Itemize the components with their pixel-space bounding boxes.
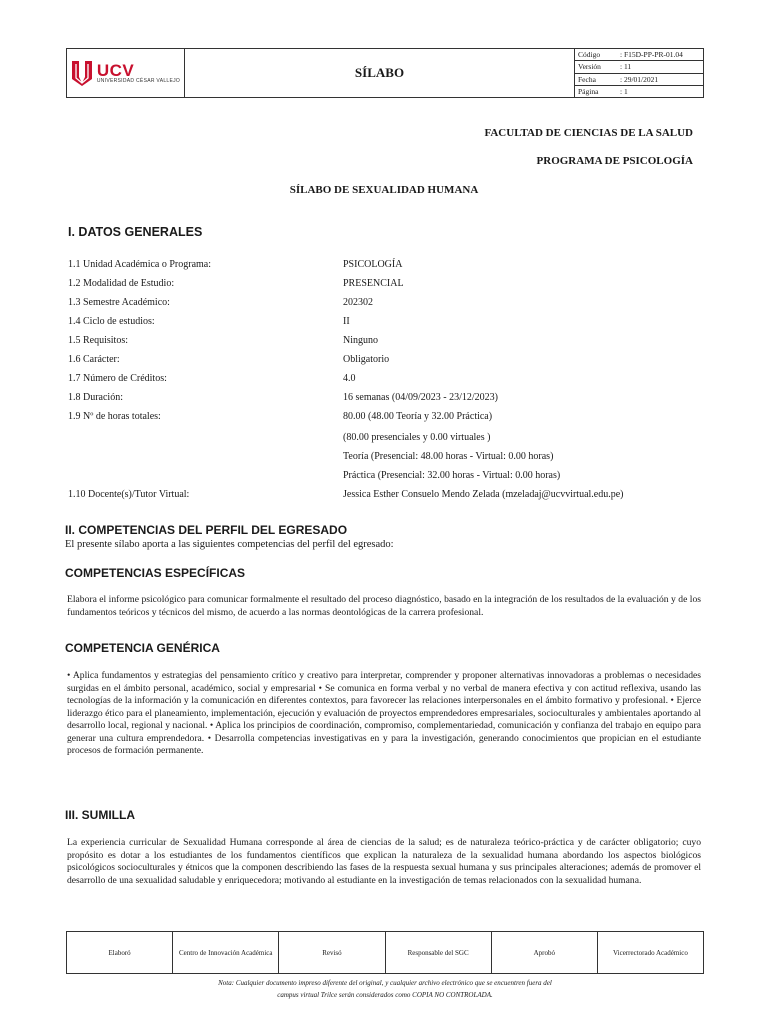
section1-heading: I. DATOS GENERALES [68, 225, 203, 239]
faculty-name: FACULTAD DE CIENCIAS DE LA SALUD [484, 127, 693, 139]
approval-cell: Vicerrectorado Académico [613, 948, 688, 957]
general-row: 1.5 Requisitos: Ninguno [68, 335, 378, 346]
ucv-shield-icon [71, 59, 93, 87]
general-row: (80.00 presenciales y 0.00 virtuales ) [343, 432, 491, 443]
logo-subtitle: UNIVERSIDAD CÉSAR VALLEJO [96, 78, 181, 84]
general-row: 1.2 Modalidad de Estudio: PRESENCIAL [68, 278, 404, 289]
section2-intro: El presente sílabo aporta a las siguientes competencias del perfil del egresado: [65, 539, 394, 550]
general-row: 1.6 Carácter: Obligatorio [68, 354, 390, 365]
general-row: Práctica (Presencial: 32.00 horas - Virtual: 0.00 horas) [343, 470, 561, 481]
general-row: 1.9 Nº de horas totales: 80.00 (48.00 Teoría y 32.00 Práctica) [68, 411, 493, 422]
program-name: PROGRAMA DE PSICOLOGÍA [536, 155, 693, 167]
footer-note-line2: campus virtual Trilce serán considerados como COPIA NO CONTROLADA. [277, 991, 493, 999]
approval-table [66, 931, 704, 974]
general-row: 1.3 Semestre Académico: 202302 [68, 297, 373, 308]
section2-heading: II. COMPETENCIAS DEL PERFIL DEL EGRESADO [65, 523, 348, 537]
approval-cell: Aprobó [492, 932, 598, 973]
syllabus-title: SÍLABO DE SEXUALIDAD HUMANA [289, 184, 479, 196]
approval-cell: Elaboró [67, 932, 173, 973]
footer-note [150, 977, 620, 1001]
approval-cell: Responsable del SGC [386, 932, 492, 973]
generic-competency-heading: COMPETENCIA GENÉRICA [65, 641, 220, 655]
general-row: 1.8 Duración: 16 semanas (04/09/2023 - 23/12/2023) [68, 392, 498, 403]
document-meta [575, 49, 703, 97]
meta-row: Página : 1 [578, 86, 628, 96]
general-row: 1.4 Ciclo de estudios: II [68, 316, 350, 327]
approval-cell: Revisó [279, 932, 385, 973]
sumilla-text: La experiencia curricular de Sexualidad Humana corresponde al área de ciencias de la salud; es de naturaleza teórico-práctica y de carácter obligatorio; cuyo propósito es dotar a los estudiantes de los fundamentos científicos que explican la naturaleza de la sexualidad humana abordando los aspectos biológicos psicológicos socioculturales y étnicos que la componen describiendo las fases de la respuesta sexual humana y sus principales alteraciones; además de promover el desarrollo de una sexualidad saludable y enriquecedora; motivando al estudiante en la investigación de temas relacionados con la sexualidad humana. [67, 837, 701, 886]
footer-note-line1: Nota: Cualquier documento impreso diferente del original, y cualquier archivo electrónico que se encuentren fuera del [218, 979, 552, 987]
meta-row: Código : F15D-PP-PR-01.04 [575, 49, 703, 61]
general-row: 1.10 Docente(s)/Tutor Virtual: Jessica Esther Consuelo Mendo Zelada (mzeladaj@ucvvirtual.edu.pe) [68, 489, 624, 500]
specific-competencies-heading: COMPETENCIAS ESPECÍFICAS [65, 566, 246, 580]
section3-heading: III. SUMILLA [65, 808, 135, 822]
meta-row: Versión : 11 [575, 61, 703, 73]
general-row: 1.7 Número de Créditos: 4.0 [68, 373, 356, 384]
general-row: 1.1 Unidad Académica o Programa: PSICOLOGÍA [68, 259, 403, 270]
ucv-logo [71, 59, 180, 87]
generic-competency-text: • Aplica fundamentos y estrategias del pensamiento crítico y creativo para interpretar, comprender y proponer alternativas innovadoras a problemas o necesidades surgidas en el ámbito personal, académico, social y empresarial • Se comunica en forma verbal y no verbal de manera efectiva y con actitud reflexiva, usando las tecnologías de la información y la comunicación en diferentes contextos, para favorecer las relaciones interpersonales en el ámbito formativo y profesional. • Ejerce liderazgo ético para el planeamiento, implementación, ejecución y evaluación de proyectos emprendedores empresariales, socioculturales y ambientales aportando al desarrollo local, regional y nacional. • Aplica los principios de coordinación, compromiso, complementariedad, comunicación y confianza del trabajo en equipo para generar una cultura emprendedora. • Desarrolla competencias investigativas en y para la investigación, generando conocimientos que propician en el estudiante procesos de formación permanente. [67, 670, 701, 756]
document-title: SÍLABO [185, 49, 575, 97]
approval-cell: Centro de Innovación Académica [173, 932, 279, 973]
meta-row: Fecha : 29/01/2021 [575, 74, 703, 86]
logo-cell [67, 49, 185, 97]
specific-competencies-text: Elabora el informe psicológico para comunicar formalmente el resultado del proceso diagnóstico, basado en la integración de los resultados de la evaluación y de los fundamentos teóricos y técnicos del mismo, de acuerdo a las normas deontológicas de la carrera profesional. [67, 594, 701, 618]
logo-brand: UCV [96, 61, 135, 80]
document-header [66, 48, 704, 98]
general-row: Teoría (Presencial: 48.00 horas - Virtual: 0.00 horas) [343, 451, 554, 462]
